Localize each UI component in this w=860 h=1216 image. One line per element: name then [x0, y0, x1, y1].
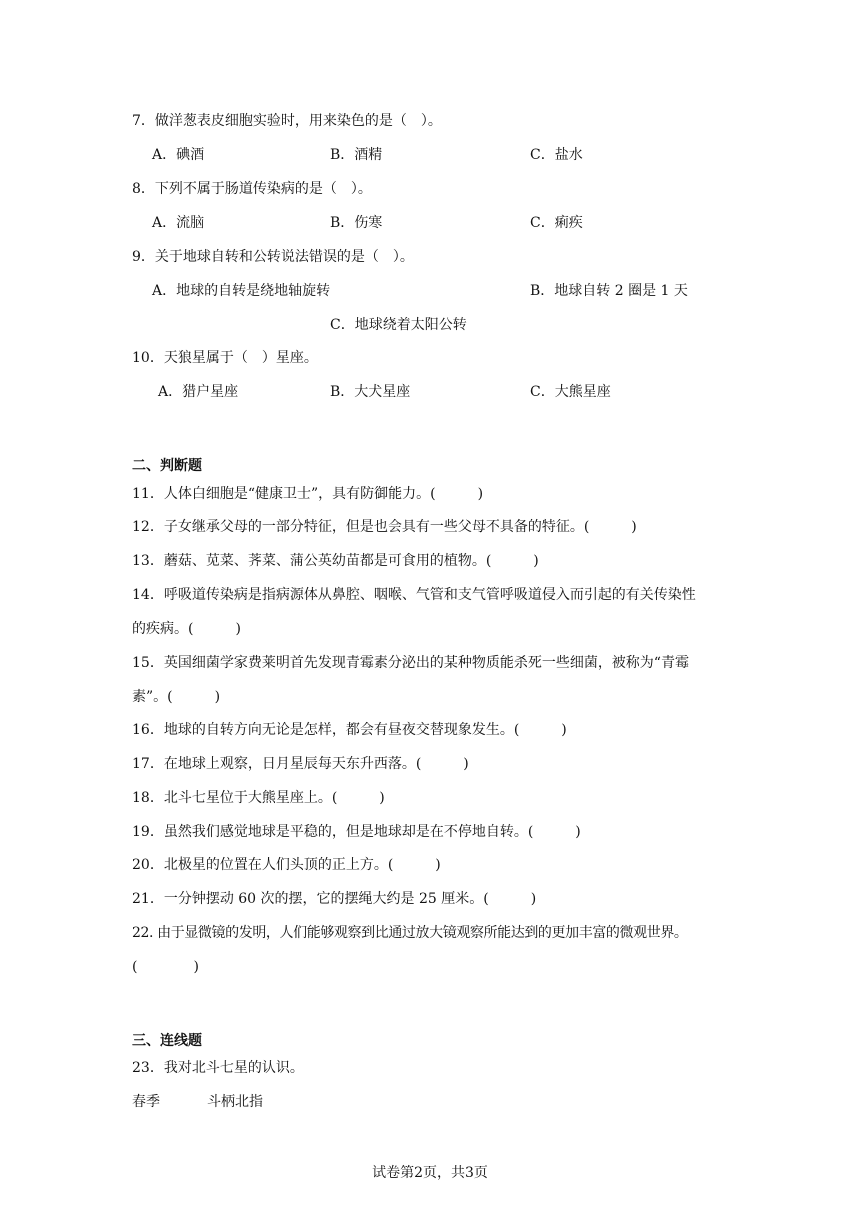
- q8-option-c: C．痢疾: [530, 215, 583, 231]
- match-left-item-1: 春季: [132, 1094, 160, 1110]
- question-15-line-1: 15．英国细菌学家费莱明首先发现青霉素分泌出的某种物质能杀死一些细菌，被称为“青霉: [132, 655, 689, 671]
- question-14-line-1: 14．呼吸道传染病是指病源体从鼻腔、咽喉、气管和支气管呼吸道侵入而引起的有关传染性: [132, 587, 696, 603]
- question-8: 8．下列不属于肠道传染病的是（ ）。: [132, 181, 372, 197]
- question-9: 9．关于地球自转和公转说法错误的是（ ）。: [132, 249, 414, 265]
- q9-option-a: A．地球的自转是绕地轴旋转: [152, 283, 331, 299]
- section-heading-judge: 二、判断题: [132, 458, 202, 474]
- q9-option-b: B．地球自转 2 圈是 1 天: [530, 283, 688, 299]
- question-19: 19．虽然我们感觉地球是平稳的，但是地球却是在不停地自转。( ): [132, 824, 581, 840]
- question-11: 11．人体白细胞是“健康卫士”，具有防御能力。( ): [132, 486, 484, 502]
- question-18: 18．北斗七星位于大熊星座上。( ): [132, 790, 385, 806]
- question-22-line-1: 22. 由于显微镜的发明，人们能够观察到比通过放大镜观察所能达到的更加丰富的微观世界。: [132, 925, 688, 941]
- q10-option-c: C．大熊星座: [530, 384, 611, 400]
- question-17: 17．在地球上观察，日月星辰每天东升西落。( ): [132, 756, 469, 772]
- question-20: 20．北极星的位置在人们头顶的正上方。( ): [132, 857, 441, 873]
- q7-option-a: A．碘酒: [152, 147, 205, 163]
- question-15-line-2: 素”。( ): [132, 689, 221, 705]
- q10-option-b: B．大犬星座: [330, 384, 411, 400]
- section-heading-match: 三、连线题: [132, 1033, 202, 1049]
- question-12: 12．子女继承父母的一部分特征，但是也会具有一些父母不具备的特征。( ): [132, 519, 637, 535]
- q7-option-b: B．酒精: [330, 147, 383, 163]
- question-22-line-2: ( ): [132, 959, 199, 975]
- page-footer: 试卷第2页，共3页: [372, 1165, 488, 1181]
- question-21: 21．一分钟摆动 60 次的摆，它的摆绳大约是 25 厘米。( ): [132, 891, 537, 907]
- q8-option-b: B．伤寒: [330, 215, 383, 231]
- q8-option-a: A．流脑: [152, 215, 205, 231]
- question-13: 13．蘑菇、苋菜、荠菜、蒲公英幼苗都是可食用的植物。( ): [132, 553, 539, 569]
- q7-option-c: C．盐水: [530, 147, 583, 163]
- question-10: 10．天狼星属于（ ）星座。: [132, 350, 318, 366]
- match-right-item-1: 斗柄北指: [207, 1094, 263, 1110]
- question-7: 7．做洋葱表皮细胞实验时，用来染色的是（ ）。: [132, 113, 442, 129]
- question-23: 23．我对北斗七星的认识。: [132, 1060, 304, 1076]
- q9-option-c: C．地球绕着太阳公转: [330, 317, 467, 333]
- question-14-line-2: 的疾病。( ): [132, 621, 241, 637]
- question-16: 16．地球的自转方向无论是怎样，都会有昼夜交替现象发生。( ): [132, 722, 567, 738]
- q10-option-a: A．猎户星座: [158, 384, 239, 400]
